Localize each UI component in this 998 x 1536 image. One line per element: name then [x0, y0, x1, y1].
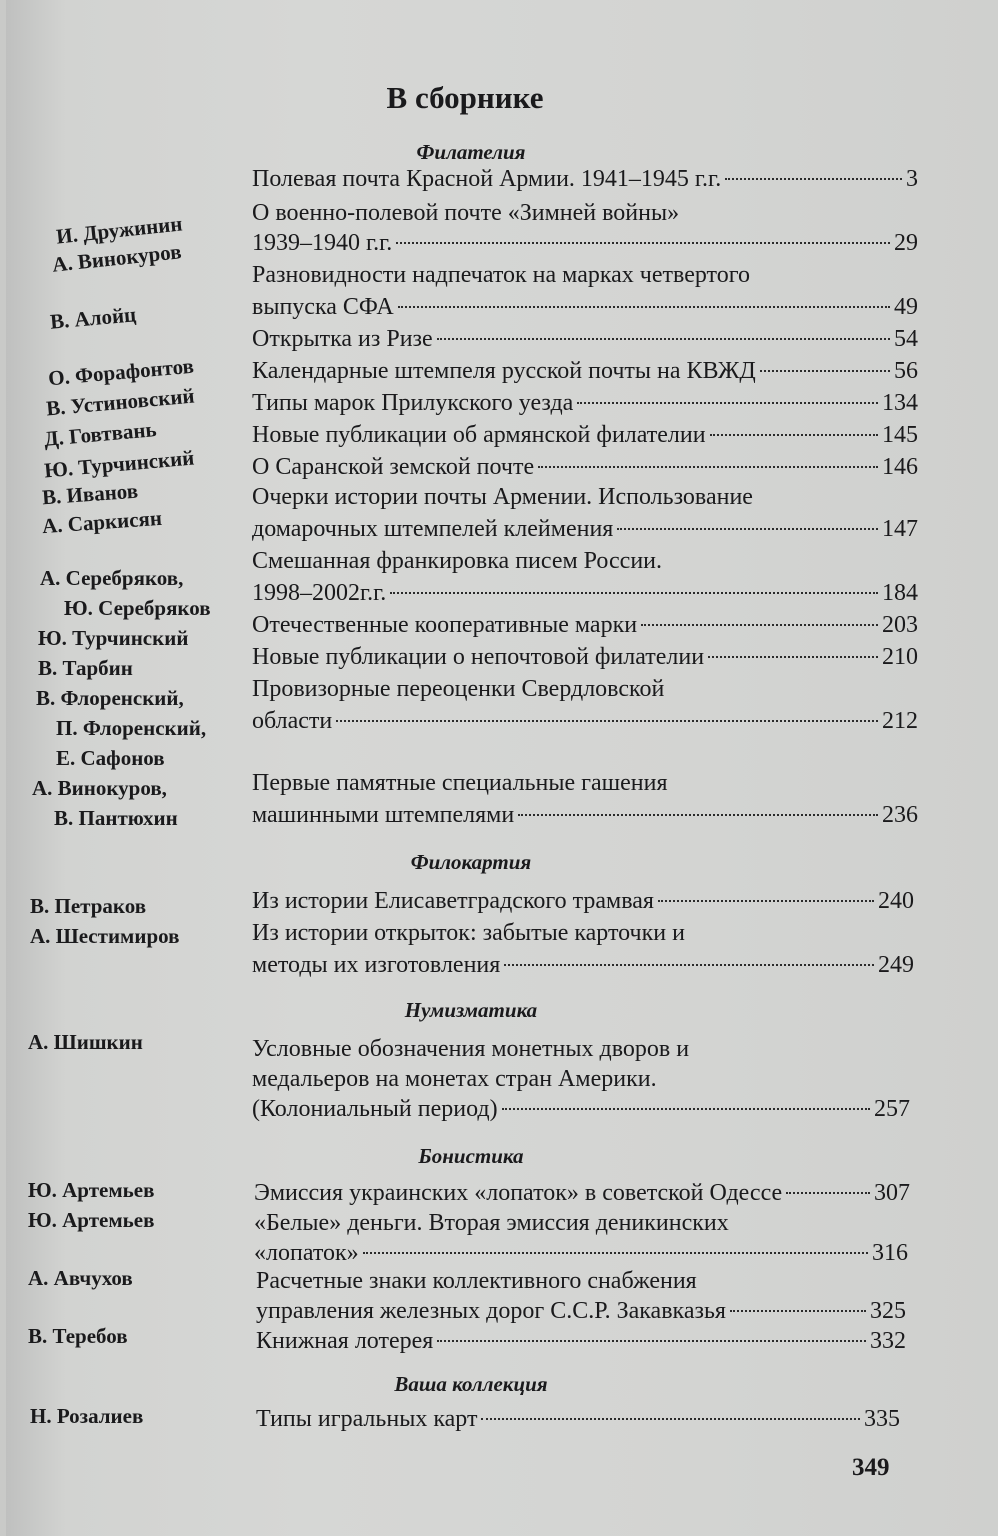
- toc-entry: [252, 708, 918, 738]
- toc-entry: [256, 1328, 906, 1358]
- leader-dots: [730, 1310, 866, 1312]
- author: О. Форафонтов: [47, 353, 195, 391]
- toc-entry: [252, 612, 918, 642]
- toc-entry-page: 147: [882, 516, 918, 542]
- toc-entry-page: 145: [882, 422, 918, 448]
- toc-entry-title: Календарные штемпеля русской почты на КВЖД: [252, 358, 756, 384]
- toc-entry-page: 307: [874, 1180, 910, 1206]
- author: Ю. Серебряков: [64, 596, 211, 620]
- leader-dots: [786, 1192, 870, 1194]
- author: Ю. Турчинский: [43, 445, 196, 483]
- toc-entry-title: Расчетные знаки коллективного снабжения: [256, 1268, 697, 1294]
- toc-entry: [256, 1406, 900, 1436]
- leader-dots: [481, 1418, 860, 1420]
- toc-entry: [252, 230, 918, 260]
- toc-entry-title: методы их изготовления: [252, 952, 501, 978]
- leader-dots: [363, 1252, 868, 1254]
- author: Д. Говтвань: [43, 417, 158, 451]
- leader-dots: [518, 814, 878, 816]
- toc-entry-title: домарочных штемпелей клеймения: [252, 516, 614, 542]
- toc-entry-title: Смешанная франкировка писем России.: [252, 548, 663, 574]
- toc-entry: [252, 422, 918, 452]
- toc-entry-title: Первые памятные специальные гашения: [252, 770, 668, 796]
- author: Ю. Турчинский: [38, 626, 189, 650]
- toc-entry-title: Из истории открыток: забытые карточки и: [252, 920, 685, 946]
- author: А. Шестимиров: [30, 924, 180, 948]
- toc-entry-title: Из истории Елисаветградского трамвая: [252, 888, 654, 914]
- section-philately: Филателия: [416, 140, 526, 164]
- author: П. Флоренский,: [56, 716, 207, 740]
- toc-entry-title: Эмиссия украинских «лопаток» в советской Одессе: [254, 1180, 783, 1206]
- toc-entry-title: Типы марок Прилукского уезда: [252, 390, 574, 416]
- toc-entry-page: 56: [894, 358, 918, 384]
- toc-entry-title: 1939–1940 г.г.: [252, 230, 393, 256]
- leader-dots: [336, 720, 878, 722]
- toc-entry-title: Новые публикации об армянской филателии: [252, 422, 706, 448]
- leader-dots: [710, 434, 878, 436]
- toc-entry-title: Типы игральных карт: [256, 1406, 478, 1432]
- toc-entry-page: 332: [870, 1328, 906, 1354]
- toc-entry: [252, 390, 918, 420]
- page-title: В сборнике: [386, 80, 544, 115]
- toc-entry-title: Открытка из Ризе: [252, 326, 433, 352]
- toc-entry-page: 184: [882, 580, 918, 606]
- toc-entry-page: 210: [882, 644, 918, 670]
- toc-entry-title: Полевая почта Красной Армии. 1941–1945 г.г.: [252, 166, 722, 192]
- toc-entry-page: 236: [882, 802, 918, 828]
- leader-dots: [658, 900, 874, 902]
- toc-entry-title: медальеров на монетах стран Америки.: [252, 1066, 657, 1092]
- leader-dots: [437, 338, 890, 340]
- toc-entry-title: Новые публикации о непочтовой филателии: [252, 644, 705, 670]
- toc-entry: [252, 166, 918, 196]
- leader-dots: [760, 370, 890, 372]
- leader-dots: [390, 592, 878, 594]
- author: В. Петраков: [30, 894, 147, 918]
- author: И. Дружинин: [55, 211, 184, 249]
- toc-entry-page: 212: [882, 708, 918, 734]
- toc-entry: [252, 802, 918, 832]
- toc-entry-page: 203: [882, 612, 918, 638]
- leader-dots: [538, 466, 878, 468]
- toc-entry: [252, 644, 918, 674]
- toc-entry-title: Условные обозначения монетных дворов и: [252, 1036, 690, 1062]
- author: Н. Розалиев: [30, 1404, 144, 1428]
- toc-entry-title: машинными штемпелями: [252, 802, 515, 828]
- section-numismatics: Нумизматика: [404, 998, 538, 1022]
- leader-dots: [725, 178, 902, 180]
- toc-entry-page: 49: [894, 294, 918, 320]
- toc-entry: [252, 888, 914, 918]
- author: А. Винокуров,: [32, 776, 167, 800]
- author: В. Алойц: [49, 302, 137, 334]
- toc-entry-title: Очерки истории почты Армении. Использование: [252, 484, 753, 510]
- leader-dots: [396, 242, 890, 244]
- page-number: 349: [852, 1454, 890, 1481]
- toc-entry-title: выпуска СФА: [252, 294, 394, 320]
- leader-dots: [437, 1340, 866, 1342]
- toc-entry: [252, 294, 918, 324]
- toc-entry-title: О Саранской земской почте: [252, 454, 535, 480]
- author: В. Теребов: [28, 1324, 128, 1348]
- toc-entry: [256, 1298, 906, 1328]
- toc-entry-title: Разновидности надпечаток на марках четвертого: [252, 262, 750, 288]
- leader-dots: [708, 656, 878, 658]
- toc-entry-title: О военно-полевой почте «Зимней войны»: [252, 200, 680, 226]
- leader-dots: [502, 1108, 870, 1110]
- toc-entry-page: 54: [894, 326, 918, 352]
- toc-entry-page: 146: [882, 454, 918, 480]
- author: В. Флоренский,: [36, 686, 184, 710]
- author: А. Шишкин: [28, 1030, 143, 1054]
- toc-entry: [252, 580, 918, 610]
- section-philocarty: Филокартия: [410, 850, 532, 874]
- toc-entry: [254, 1240, 908, 1270]
- author: А. Саркисян: [41, 505, 163, 539]
- toc-entry: [252, 516, 918, 546]
- toc-entry-title: области: [252, 708, 333, 734]
- toc-entry-title: Книжная лотерея: [256, 1328, 434, 1354]
- toc-entry-page: 134: [882, 390, 918, 416]
- toc-entry-page: 325: [870, 1298, 906, 1324]
- toc-entry-page: 240: [878, 888, 914, 914]
- toc-entry-title: «Белые» деньги. Вторая эмиссия деникинских: [254, 1210, 729, 1236]
- toc-entry-title: 1998–2002г.г.: [252, 580, 387, 606]
- leader-dots: [617, 528, 878, 530]
- author: Ю. Артемьев: [28, 1178, 155, 1202]
- author: В. Пантюхин: [54, 806, 178, 830]
- author: В. Тарбин: [38, 656, 133, 680]
- toc-entry: [254, 1180, 910, 1210]
- toc-entry-title: Провизорные переоценки Свердловской: [252, 676, 665, 702]
- toc-entry-page: 29: [894, 230, 918, 256]
- toc-entry-page: 249: [878, 952, 914, 978]
- toc-entry-title: (Колониальный период): [252, 1096, 498, 1122]
- toc-entry: [252, 358, 918, 388]
- toc-entry-title: «лопаток»: [254, 1240, 359, 1266]
- book-page: [6, 0, 998, 1536]
- author: Е. Сафонов: [56, 746, 165, 770]
- toc-entry: [252, 326, 918, 356]
- toc-entry-page: 335: [864, 1406, 900, 1432]
- section-bonistics: Бонистика: [418, 1144, 524, 1168]
- author: А. Авчухов: [28, 1266, 133, 1290]
- toc-entry: [252, 952, 914, 982]
- toc-entry-page: 257: [874, 1096, 910, 1122]
- toc-entry-title: управления железных дорог С.С.Р. Закавказья: [256, 1298, 726, 1324]
- toc-entry: [252, 1096, 910, 1126]
- leader-dots: [577, 402, 878, 404]
- author: А. Винокуров: [51, 239, 183, 277]
- leader-dots: [504, 964, 874, 966]
- author: А. Серебряков,: [40, 566, 184, 590]
- toc-entry-title: Отечественные кооперативные марки: [252, 612, 638, 638]
- toc-entry-page: 3: [906, 166, 918, 192]
- author: В. Устиновский: [45, 383, 196, 421]
- leader-dots: [641, 624, 878, 626]
- section-collection: Ваша коллекция: [394, 1372, 548, 1396]
- leader-dots: [398, 306, 890, 308]
- toc-entry: [252, 454, 918, 484]
- author: В. Иванов: [41, 478, 139, 510]
- toc-entry-page: 316: [872, 1240, 908, 1266]
- author: Ю. Артемьев: [28, 1208, 155, 1232]
